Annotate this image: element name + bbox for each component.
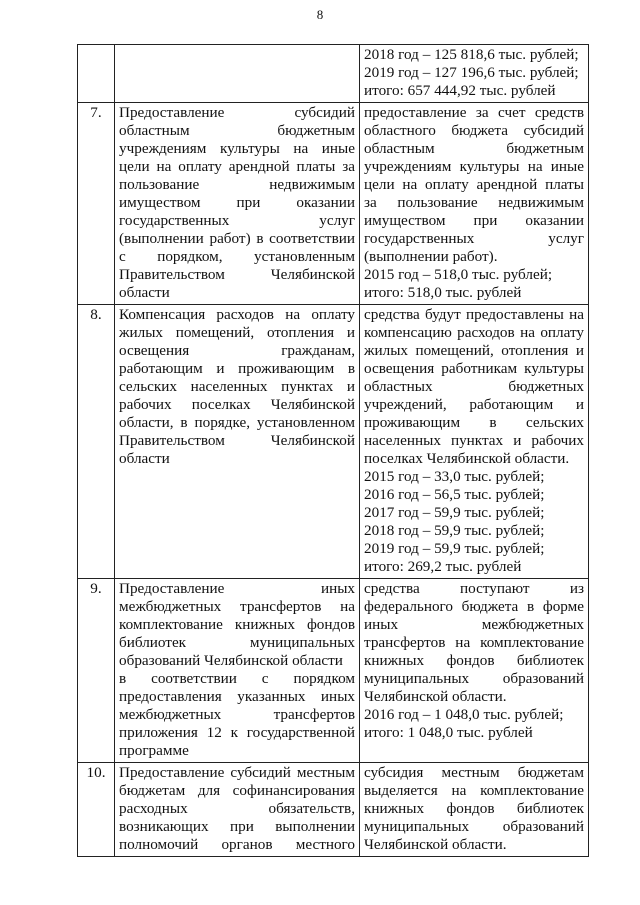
activity-description-cell	[360, 579, 589, 763]
text-line: областного бюджета субсидий	[364, 122, 584, 139]
text-line: учреждениям культуры на иные	[119, 140, 355, 157]
text-line: Челябинской области.	[364, 836, 507, 853]
text-line: области	[119, 284, 170, 301]
text-line: цели на оплату арендной платы за	[119, 158, 355, 175]
text-line: областных бюджетных	[364, 378, 584, 395]
text-line: 2015 год – 518,0 тыс. рублей;	[364, 266, 553, 283]
text-line: образований Челябинской области	[119, 652, 343, 669]
text-line: итого: 1 048,0 тыс. рублей	[364, 724, 533, 741]
text-line: рабочих поселках Челябинской	[119, 396, 355, 413]
table-row	[78, 305, 589, 579]
activity-description-cell	[360, 103, 589, 305]
text-line: муниципальных образований	[364, 670, 584, 687]
text-line: освещения гражданам,	[119, 342, 355, 359]
row-number-cell: 7.	[78, 103, 115, 305]
text-line: межбюджетных трансфертов на	[119, 598, 355, 615]
text-line: областным бюджетным	[364, 140, 584, 157]
text-line: учреждений, работающим и	[364, 396, 584, 413]
text-line: итого: 269,2 тыс. рублей	[364, 558, 522, 575]
text-line: субсидия местным бюджетам	[364, 764, 584, 781]
row-number-cell	[78, 45, 115, 103]
table-body	[78, 45, 589, 857]
activity-name-cell	[115, 103, 360, 305]
text-line: Правительством Челябинской	[119, 266, 355, 283]
text-line: 2016 год – 56,5 тыс. рублей;	[364, 486, 545, 503]
text-line: 2015 год – 33,0 тыс. рублей;	[364, 468, 545, 485]
text-line: федерального бюджета в форме	[364, 598, 584, 615]
text-line: населенных пунктах и рабочих	[364, 432, 584, 449]
text-line: в соответствии с порядком	[119, 670, 355, 687]
text-line: области	[119, 450, 170, 467]
text-line: иных межбюджетных	[364, 616, 584, 633]
text-line: выделяется на комплектование	[364, 782, 584, 799]
program-activities-table	[77, 44, 589, 857]
text-line: государственных услуг	[364, 230, 584, 247]
text-line: за пользование недвижимым	[364, 194, 584, 211]
text-line: государственных услуг	[119, 212, 355, 229]
text-line: трансфертов на комплектование	[364, 634, 584, 651]
text-line: компенсацию расходов на оплату	[364, 324, 584, 341]
table-row	[78, 103, 589, 305]
text-line: книжных фондов библиотек	[364, 652, 584, 669]
text-line: библиотек муниципальных	[119, 634, 355, 651]
text-line: жилых помещений, отопления и	[119, 324, 355, 341]
text-line: 2018 год – 59,9 тыс. рублей;	[364, 522, 545, 539]
page-number: 8	[316, 7, 324, 22]
text-line: Предоставление иных	[119, 580, 355, 597]
table-row	[78, 579, 589, 763]
text-line: работающим и проживающим в	[119, 360, 355, 377]
text-line: Правительством Челябинской	[119, 432, 355, 449]
table-row	[78, 45, 589, 103]
text-line: поселках Челябинской области.	[364, 450, 570, 467]
activity-name-cell	[115, 579, 360, 763]
text-line: учреждениям культуры на иные	[364, 158, 584, 175]
text-line: книжных фондов библиотек	[364, 800, 584, 817]
activity-name-cell	[115, 763, 360, 857]
text-line: пользование недвижимым	[119, 176, 355, 193]
text-line: области, в порядке, установленном	[119, 414, 355, 431]
activity-description-cell	[360, 763, 589, 857]
text-line: проживающим в сельских	[364, 414, 584, 431]
text-line: 2019 год – 127 196,6 тыс. рублей;	[364, 64, 579, 81]
text-line: муниципальных образований	[364, 818, 584, 835]
text-line: (выполнении работ).	[364, 248, 498, 265]
text-line: 2017 год – 59,9 тыс. рублей;	[364, 504, 545, 521]
table-row	[78, 763, 589, 857]
text-line: имуществом при оказании	[119, 194, 355, 211]
text-line: итого: 657 444,92 тыс. рублей	[364, 82, 556, 99]
text-line: возникающих при выполнении	[119, 818, 355, 835]
text-line: сельских населенных пунктах и	[119, 378, 355, 395]
text-line: предоставление за счет средств	[364, 104, 584, 121]
row-number-cell: 8.	[78, 305, 115, 579]
text-line: полномочий органов местного	[119, 836, 355, 853]
text-line: 2018 год – 125 818,6 тыс. рублей;	[364, 46, 579, 63]
text-line: средства поступают из	[364, 580, 584, 597]
row-number-cell: 10.	[78, 763, 115, 857]
text-line: комплектование книжных фондов	[119, 616, 355, 633]
activity-description-cell	[360, 305, 589, 579]
text-line: Предоставление субсидий	[119, 104, 355, 121]
text-line: освещения работникам культуры	[364, 360, 584, 377]
text-line: с порядком, установленным	[119, 248, 355, 265]
text-line: Челябинской области.	[364, 688, 507, 705]
text-line: Компенсация расходов на оплату	[119, 306, 355, 323]
activity-name-cell	[115, 305, 360, 579]
text-line: расходных обязательств,	[119, 800, 355, 817]
text-line: средства будут предоставлены на	[364, 306, 584, 323]
text-line: предоставления указанных иных	[119, 688, 355, 705]
text-line: жилых помещений, отопления и	[364, 342, 584, 359]
text-line: (выполнении работ) в соответствии	[119, 230, 355, 247]
activity-description-cell	[360, 45, 589, 103]
text-line: 2016 год – 1 048,0 тыс. рублей;	[364, 706, 564, 723]
text-line: Предоставление субсидий местным	[119, 764, 355, 781]
text-line: 2019 год – 59,9 тыс. рублей;	[364, 540, 545, 557]
activity-name-cell	[115, 45, 360, 103]
text-line: межбюджетных трансфертов	[119, 706, 355, 723]
row-number-cell: 9.	[78, 579, 115, 763]
text-line: приложения 12 к государственной	[119, 724, 355, 741]
text-line: бюджетам для софинансирования	[119, 782, 355, 799]
text-line: цели на оплату арендной платы	[364, 176, 584, 193]
text-line: итого: 518,0 тыс. рублей	[364, 284, 522, 301]
text-line: областным бюджетным	[119, 122, 355, 139]
text-line: программе	[119, 742, 189, 759]
text-line: имуществом при оказании	[364, 212, 584, 229]
